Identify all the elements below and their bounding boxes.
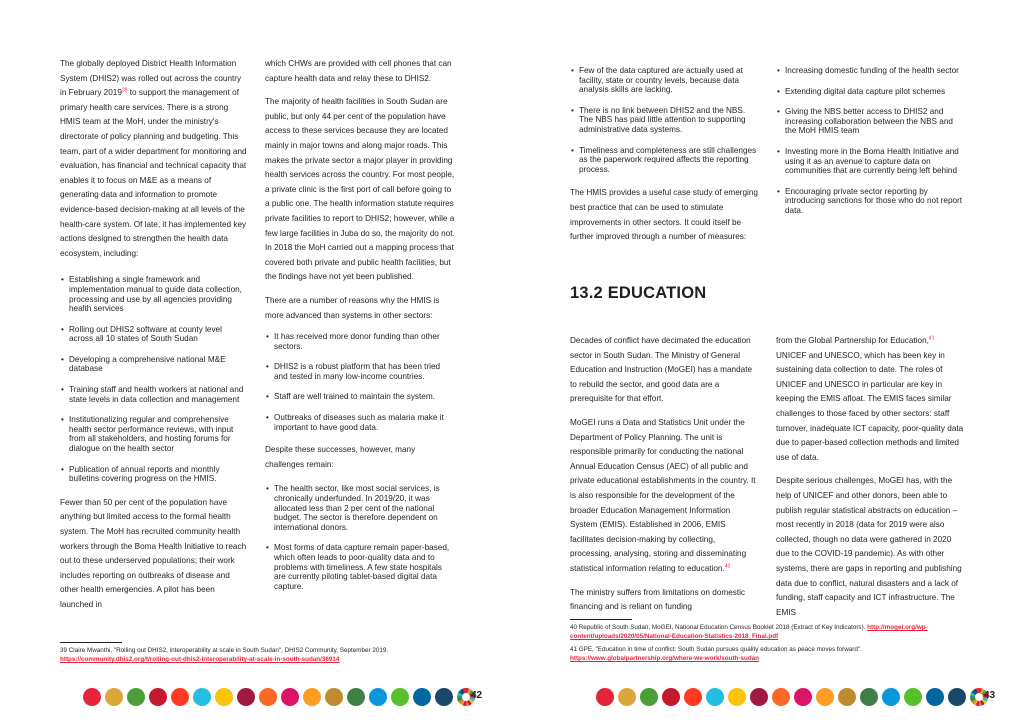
sdg-goal-1-dot (83, 688, 101, 706)
footnote-rule-right (570, 619, 632, 620)
list-item: • Outbreaks of diseases such as malaria make it important to have good data. (265, 413, 455, 432)
left-column-2 (265, 57, 455, 602)
sdg-goal-4-dot (662, 688, 680, 706)
sdg-goal-17-dot (435, 688, 453, 706)
sdg-goal-16-dot (926, 688, 944, 706)
page-number-left: 42 (471, 690, 483, 701)
list-item: • Developing a comprehensive national M&E database (60, 355, 248, 374)
sdg-goal-17-dot (948, 688, 966, 706)
ministry-funding-paragraph: The ministry suffers from limitations on domestic financing and is reliant on funding (570, 587, 746, 612)
list-item: • DHIS2 is a robust platform that has been tried and tested in many low-income countries. (265, 362, 455, 381)
list-item: • Establishing a single framework and implementation manual to guide data collection, processing and use by all agencies providing health services (60, 275, 248, 313)
measures-list (776, 66, 966, 216)
section-heading-education: 13.2 EDUCATION (570, 284, 707, 302)
sdg-goal-1-dot (596, 688, 614, 706)
footnote-ref-39[interactable]: 39 (121, 87, 128, 94)
challenges-intro: Despite these successes, however, many challenges remain: (265, 445, 416, 469)
list-item: • There is no link between DHIS2 and the NBS. The NBS has paid little attention to supporting administrative data systems. (570, 106, 758, 135)
sdg-goal-8-dot (750, 688, 768, 706)
right-column-2 (776, 66, 966, 227)
right-column-1 (570, 66, 758, 254)
list-item: • Giving the NBS better access to DHIS2 and increasing collaboration between the NBS and the MoH HMIS team (776, 107, 966, 136)
list-item: • Encouraging private sector reporting by introducing sanctions for those who do not report data. (776, 187, 966, 216)
list-item: • Extending digital data capture pilot schemes (776, 87, 966, 97)
sdg-goal-6-dot (193, 688, 211, 706)
sdg-goal-2-dot (105, 688, 123, 706)
sdg-goal-2-dot (618, 688, 636, 706)
footnote-40-link[interactable]: http://mogei.org/wp-content/uploads/2020/05/National-Education-Statistics-2018_Final.pdf (570, 624, 928, 640)
sdg-goal-16-dot (413, 688, 431, 706)
sdg-goal-10-dot (281, 688, 299, 706)
mogei-unit-paragraph: MoGEI runs a Data and Statistics Unit under the Department of Policy Planning. The unit is responsible primarily for conducting the national Annual Education Census (AEC) of all public and private educational establishments in the country. It is also responsible for the development of the broader Education Management Information System (EMIS). Established in 2006, EMIS facilitates decision-making by collecting, processing, analysing, storing and disseminating statistical information relating to education.$^{40}$ (570, 417, 756, 573)
sdg-goal-3-dot (640, 688, 658, 706)
access-paragraph: Fewer than 50 per cent of the population have anything but limited access to the formal health system. The MoH has recruited community health workers through the Boma Health Initiative to reach out to these underserved populations; their work includes reporting on outbreaks of disease and other health emergencies. A pilot has been launched in (60, 497, 247, 609)
sdg-goal-7-dot (728, 688, 746, 706)
list-item: • It has received more donor funding than other sectors. (265, 332, 455, 351)
list-item: • Publication of annual reports and monthly bulletins covering progress on the HMIS. (60, 465, 248, 484)
case-study-paragraph: The HMIS provides a useful case study of emerging best practice that can be used to stimulate improvements in other sectors. It could itself be further improved through a number of measures: (570, 188, 758, 242)
footnote-40: 40 Republic of South Sudan, MoGEI, National Education Census Booklet 2018 (Extract of Key Indicators). http://mogei.org/wp-content/uploads/2020/05/National-Education-Statistics-2018_Final.pdf (570, 624, 928, 640)
list-item: • Timeliness and completeness are still challenges as the paperwork required affects the reporting process. (570, 146, 758, 175)
challenges-list (265, 484, 455, 591)
facilities-paragraph: The majority of health facilities in South Sudan are public, but only 44 per cent of the population have access to these services because they are located mainly in major towns and along major roads. This makes the private sector a major player in providing health services across the country. For most people, a private clinic is the first port of call before going to a public one. The health information statute requires private facilities to report to DHIS2; however, while a few large facilities in Juba do so, the majority do not. In 2018 the MoH carried out a mapping process that covered both private and public health facilities, but the findings have not yet been published. (265, 97, 455, 282)
sdg-goal-8-dot (237, 688, 255, 706)
sdg-goal-9-dot (259, 688, 277, 706)
footnote-rule-left (60, 642, 122, 643)
list-item: • The health sector, like most social services, is chronically underfunded. In 2019/20, it was allocated less than 2 per cent of the national budget. The sector is therefore dependent on international donors. (265, 484, 455, 532)
sdg-goal-10-dot (794, 688, 812, 706)
list-item: • Increasing domestic funding of the health sector (776, 66, 966, 76)
sdg-goal-11-dot (816, 688, 834, 706)
sdg-goal-4-dot (149, 688, 167, 706)
chw-paragraph: which CHWs are provided with cell phones that can capture health data and relay these to DHIS2. (265, 59, 452, 83)
footnote-ref-41[interactable]: 41 (928, 335, 935, 342)
sdg-goal-12-dot (838, 688, 856, 706)
gpe-paragraph: from the Global Partnership for Education,$^{41}$ UNICEF and UNESCO, which has been key in sustaining data collection to date. The roles of UNICEF and UNESCO in particular are key in keeping the EMIS afloat. The EMIS faces similar challenges to those faced by other sectors: staff turnover, inadequate ICT capacity, poor-quality data due to paper-based collection methods and limited use of data. (776, 335, 964, 462)
education-intro-paragraph: Decades of conflict have decimated the education sector in South Sudan. The Ministry of General Education and Instruction (MoGEI) has a mandate to rebuild the sector, and good data are a prerequisite for that effort. (570, 336, 753, 404)
sdg-goal-7-dot (215, 688, 233, 706)
hmis-actions-list (60, 275, 248, 484)
footnote-39: 39 Claire Mwanthi, "Rolling out DHIS2, interoperability at scale in South Sudan", DHIS2 Community, September 2019. https://community.dhis2.org/t/rolling-out-dhis2-interoperability-at-scale-in-south-sudan/36914 (60, 647, 389, 663)
footnote-41: 41 GPE, "Education in time of conflict: South Sudan pursues quality education as peace moves forward". https://www.globalpartnership.org/where-we-work/south-sudan (570, 646, 862, 662)
reasons-paragraph: There are a number of reasons why the HMIS is more advanced than systems in other sectors: (265, 295, 440, 320)
page-number-right: 43 (984, 690, 996, 701)
sdg-goal-15-dot (904, 688, 922, 706)
sdg-goal-5-dot (171, 688, 189, 706)
sdg-goal-13-dot (347, 688, 365, 706)
sdg-dots-right (596, 688, 988, 706)
sdg-goal-9-dot (772, 688, 790, 706)
reasons-list (265, 332, 455, 432)
list-item: • Staff are well trained to maintain the system. (265, 392, 455, 402)
list-item: • Investing more in the Boma Health Initiative and using it as an avenue to capture data on communities that are currently being left behind (776, 147, 966, 176)
sdg-goal-5-dot (684, 688, 702, 706)
sdg-goal-12-dot (325, 688, 343, 706)
sdg-goal-14-dot (369, 688, 387, 706)
sdg-goal-13-dot (860, 688, 878, 706)
statistical-abstracts-paragraph: Despite serious challenges, MoGEI has, with the help of UNICEF and other donors, been able to publish regular statistical abstracts on education – most recently in 2018 (data for 2019 were also collected, though no data were gathered in 2020 due to the COVID-19 pandemic). As with other systems, there are gaps in reporting and publishing data due to conflict, natural disasters and a lack of funding, staff capacity and ICT infrastructure. The EMIS (776, 476, 962, 617)
list-item: • Institutionalizing regular and comprehensive health sector performance reviews, with input from all stakeholders, and hosting forums for dialogue on the health sector (60, 415, 248, 453)
list-item: • Rolling out DHIS2 software at county level across all 10 states of South Sudan (60, 325, 248, 344)
sdg-goal-3-dot (127, 688, 145, 706)
intro-paragraph: The globally deployed District Health Information System (DHIS2) was rolled out across the country in February 2019$^{39}$ to support the management of primary health care services. There is a strong HMIS team at the MoH, under the ministry's directorate of policy planning and budgeting. This team, part of a wider department for monitoring and evaluation, has financial and technical capacity that enables it to focus on M&E as a means of generating data and information to promote evidence-based decision-making at all levels of the health-care system. Of late, it has implemented key actions designed to strengthen the health data ecosystem, including: (60, 59, 247, 258)
footnote-ref-40[interactable]: 40 (724, 563, 731, 570)
footnote-39-link[interactable]: https://community.dhis2.org/t/rolling-out-dhis2-interoperability-at-scale-in-south-sudan/36914 (60, 656, 340, 663)
hmis-challenges-list (570, 66, 758, 174)
sdg-goal-15-dot (391, 688, 409, 706)
left-column-1 (60, 57, 248, 622)
list-item: • Training staff and health workers at national and state levels in data collection and management (60, 385, 248, 404)
footnote-41-link[interactable]: https://www.globalpartnership.org/where-we-work/south-sudan (570, 655, 760, 662)
list-item: • Few of the data captured are actually used at facility, state or country levels, because data analysis skills are lacking. (570, 66, 758, 95)
education-column-2 (776, 334, 966, 629)
sdg-goal-11-dot (303, 688, 321, 706)
education-column-1 (570, 334, 758, 624)
sdg-dots-left (83, 688, 475, 706)
sdg-goal-6-dot (706, 688, 724, 706)
list-item: • Most forms of data capture remain paper-based, which often leads to poor-quality data and to problems with timeliness. A few state hospitals are currently piloting tablet-based digital data capture. (265, 543, 455, 591)
sdg-goal-14-dot (882, 688, 900, 706)
